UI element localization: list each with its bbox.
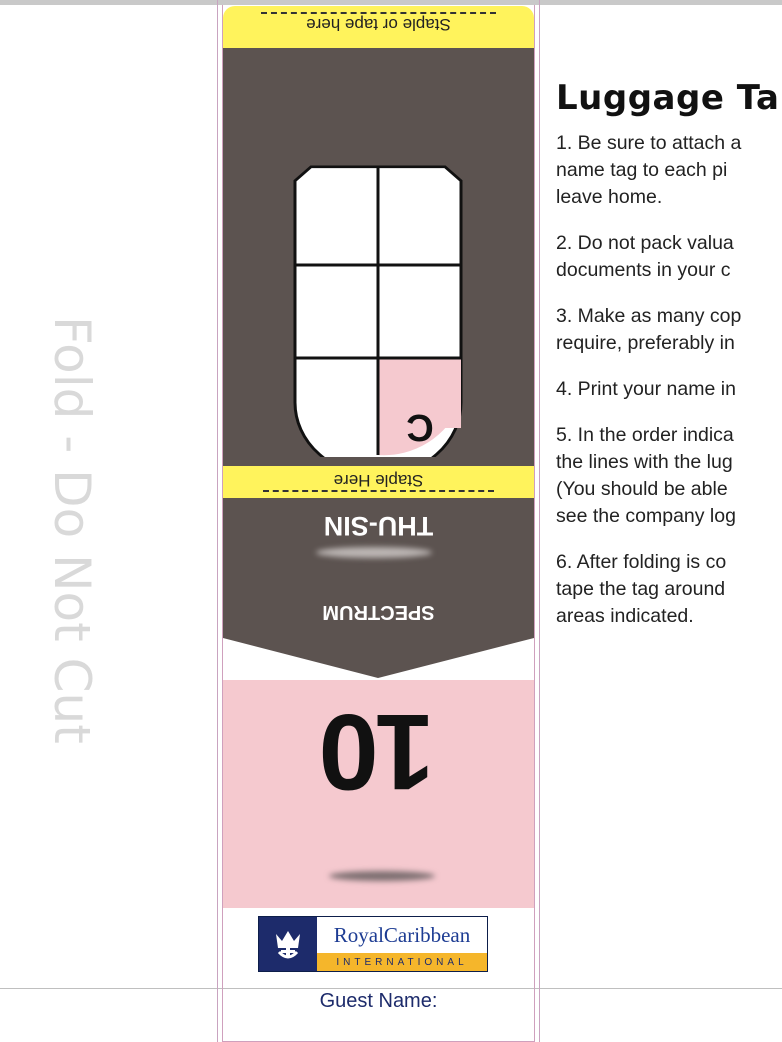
- instruction-item-3: 3. Make as many cop require, preferably in: [556, 305, 742, 354]
- guide-line-right: [539, 0, 540, 1042]
- instruction-item-4: 4. Print your name in: [556, 378, 736, 400]
- instruction-item-6: 6. After folding is co tape the tag around areas indicated.: [556, 551, 727, 627]
- staple-top-text: Staple or tape here: [306, 15, 451, 34]
- instructions-title: Luggage Ta: [556, 78, 780, 118]
- dashed-line: [263, 490, 494, 492]
- deck-number: 10: [322, 692, 435, 813]
- staple-mid-text: Staple Here: [333, 471, 424, 490]
- deck-plan-letter: C: [406, 406, 434, 448]
- instruction-item-5: 5. In the order indica the lines with the lug (You should be able see the company log: [556, 424, 736, 527]
- redacted-mark: [316, 547, 432, 558]
- staple-top-area: [223, 6, 534, 48]
- ship-name: SPECTRUM: [322, 601, 435, 623]
- guest-name-label: Guest Name:: [319, 990, 438, 1012]
- instructions-panel: [556, 78, 782, 649]
- guide-line-left: [217, 0, 218, 1042]
- redacted-mark: [329, 871, 435, 881]
- staple-mid-area: [223, 466, 534, 498]
- route-code: THU-SIN: [323, 511, 434, 541]
- logo-wordmark: RoyalCaribbean: [317, 917, 487, 953]
- tag-arrow: [223, 638, 534, 678]
- instruction-item-2: 2. Do not pack valua documents in your c: [556, 232, 734, 281]
- instruction-item-1: 1. Be sure to attach a name tag to each pi leave home.: [556, 132, 742, 208]
- dashed-line: [261, 12, 496, 14]
- logo-tagline: INTERNATIONAL: [317, 953, 487, 971]
- crown-anchor-icon: [259, 917, 317, 971]
- deck-plan: [293, 165, 463, 457]
- royal-caribbean-logo: [258, 916, 488, 972]
